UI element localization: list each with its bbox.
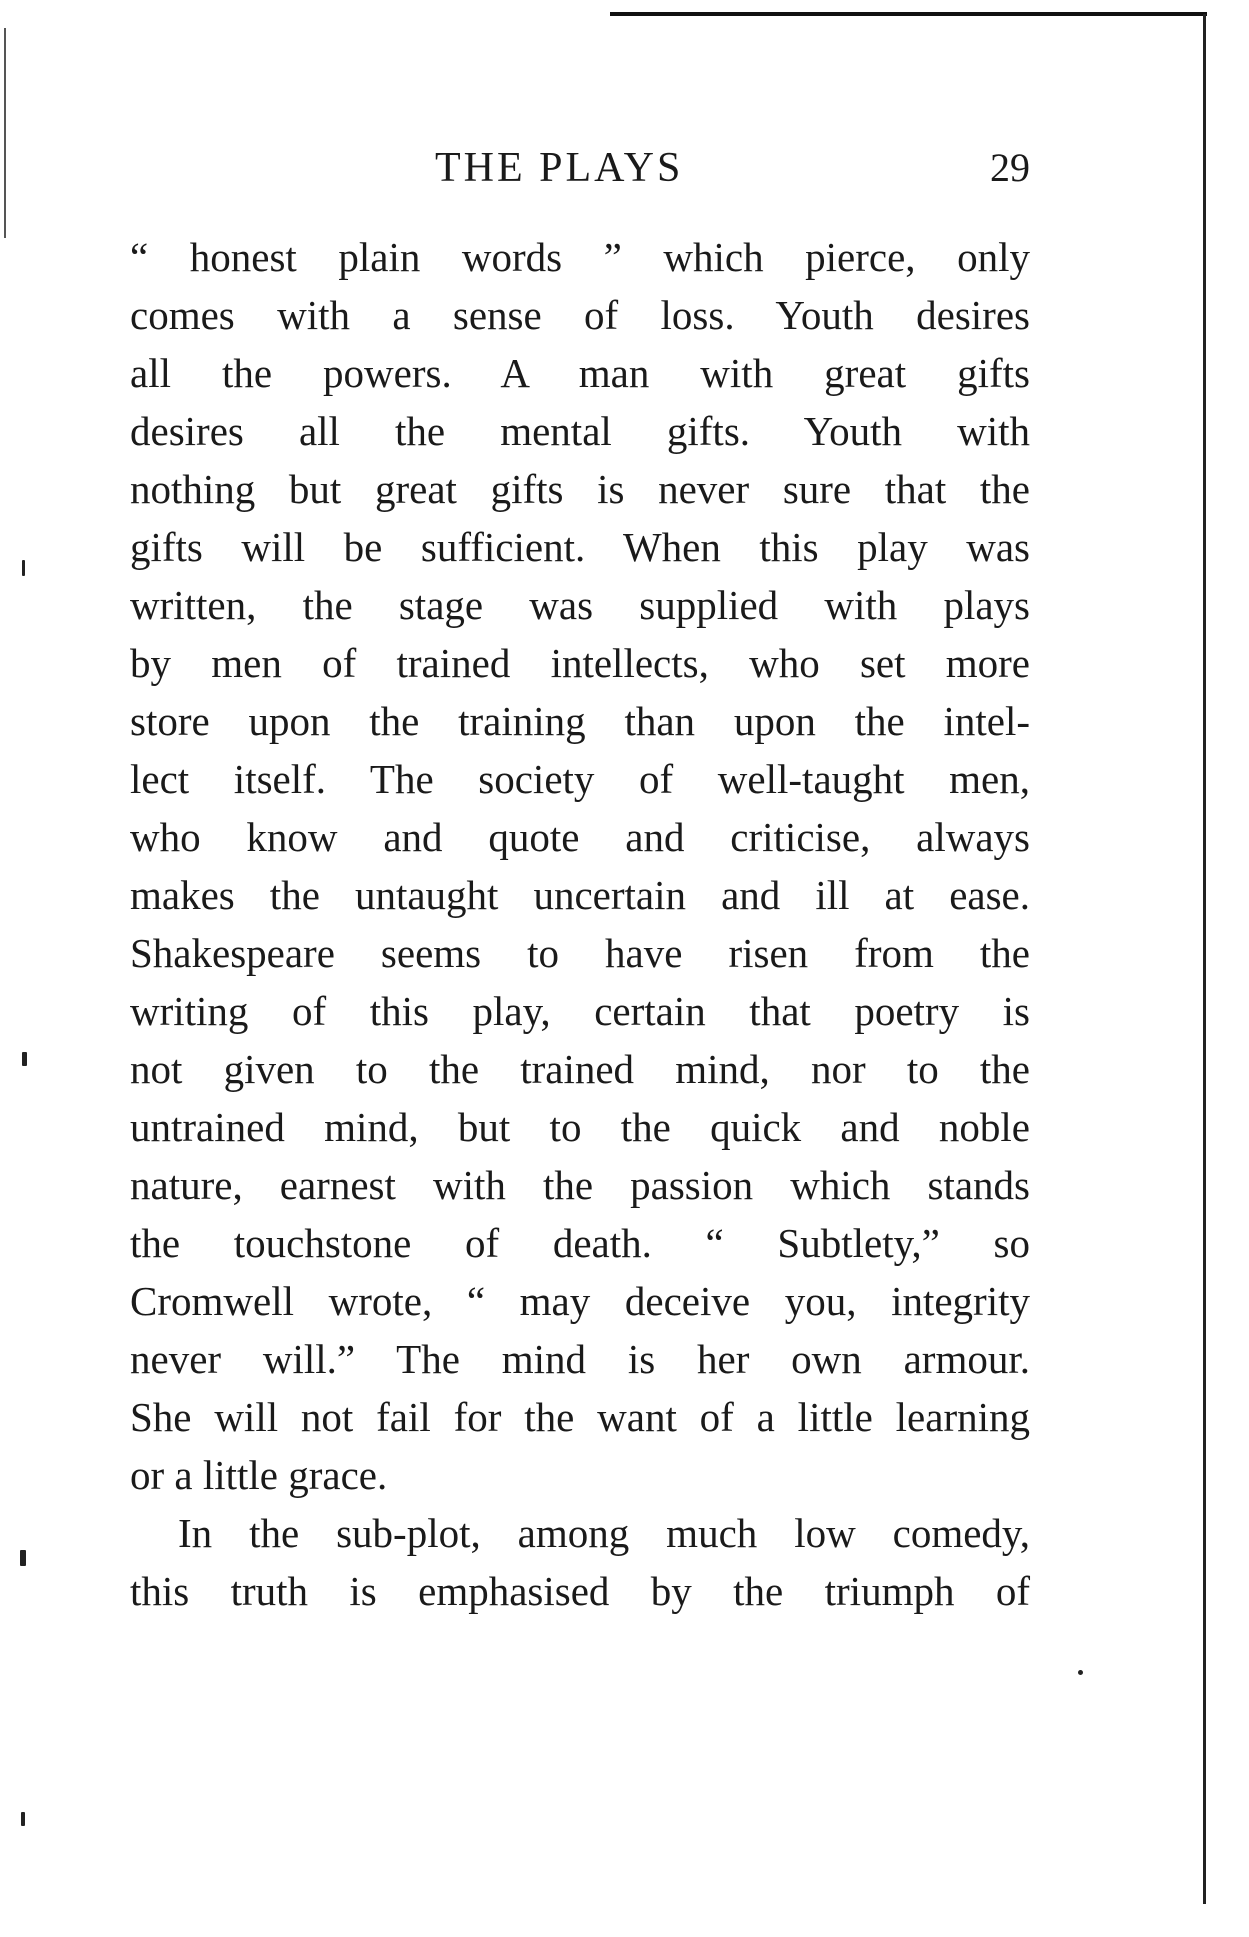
text-line: the touchstone of death. “ Subtlety,” so [130, 1220, 1030, 1266]
scan-speck [21, 1812, 25, 1826]
text-line: nature, earnest with the passion which stands [130, 1162, 1030, 1208]
body-text [130, 228, 1030, 1620]
page-number: 29 [990, 145, 1030, 190]
text-line: comes with a sense of loss. Youth desires [130, 292, 1030, 338]
scan-right-edge [1203, 14, 1206, 1904]
text-line: who know and quote and criticise, always [130, 814, 1030, 860]
text-line: nothing but great gifts is never sure that the [130, 466, 1030, 512]
text-line: not given to the trained mind, nor to the [130, 1046, 1030, 1092]
text-line: or a little grace. [130, 1452, 388, 1498]
scan-speck [22, 1052, 27, 1066]
text-line: by men of trained intellects, who set more [130, 640, 1030, 686]
text-line: writing of this play, certain that poetry is [130, 988, 1030, 1034]
text-line: makes the untaught uncertain and ill at ease. [130, 872, 1030, 918]
text-line: In the sub-plot, among much low comedy, [178, 1510, 1030, 1556]
scan-speck [1078, 1670, 1083, 1675]
text-line: all the powers. A man with great gifts [130, 350, 1030, 396]
text-line: never will.” The mind is her own armour. [130, 1336, 1030, 1382]
scan-speck [22, 560, 25, 576]
running-head [130, 138, 1030, 198]
text-line: gifts will be sufficient. When this play was [130, 524, 1030, 570]
text-line: “ honest plain words ” which pierce, only [130, 234, 1030, 280]
text-line: Cromwell wrote, “ may deceive you, integrity [130, 1278, 1030, 1324]
text-line: written, the stage was supplied with plays [130, 582, 1030, 628]
text-line: this truth is emphasised by the triumph of [130, 1568, 1030, 1614]
scan-top-rule [610, 12, 1207, 16]
text-line: untrained mind, but to the quick and noble [130, 1104, 1030, 1150]
text-line: desires all the mental gifts. Youth with [130, 408, 1030, 454]
text-line: She will not fail for the want of a little learning [130, 1394, 1030, 1440]
text-line: lect itself. The society of well-taught men, [130, 756, 1030, 802]
text-line: store upon the training than upon the intel- [130, 698, 1030, 744]
running-title: THE PLAYS [435, 145, 684, 191]
text-line: Shakespeare seems to have risen from the [130, 930, 1030, 976]
scan-speck [20, 1550, 26, 1566]
scan-left-edge [4, 28, 6, 238]
